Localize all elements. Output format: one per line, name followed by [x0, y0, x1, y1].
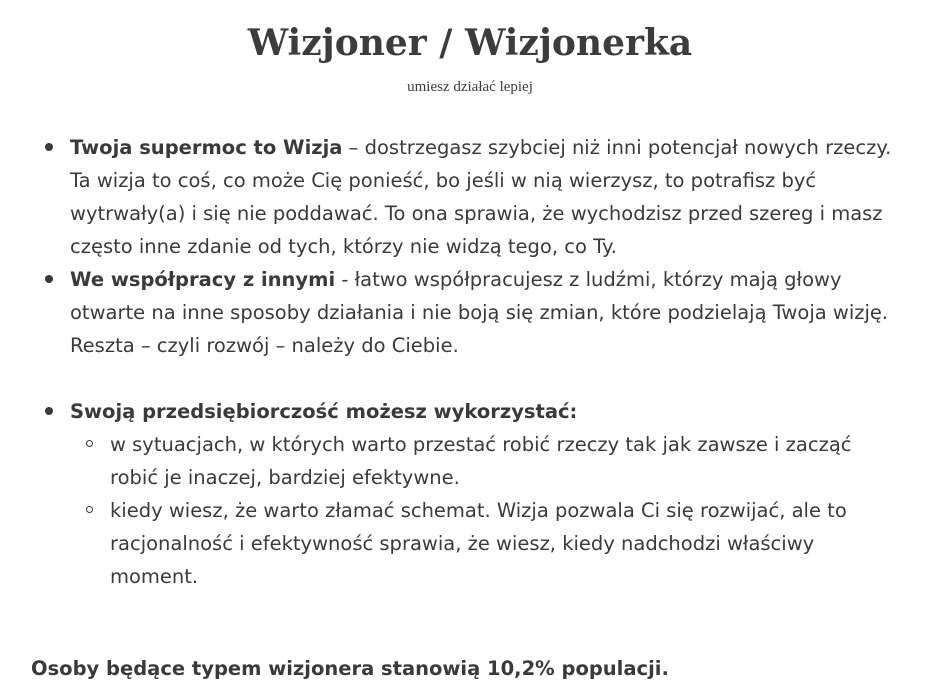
sub-bullet-list: [70, 428, 907, 593]
sub-list-item-text: kiedy wiesz, że warto złamać schemat. Wizja pozwala Ci się rozwijać, ale to racjonalność i efektywność sprawia, że wiesz, kiedy nadchodzi właściwy moment.: [110, 499, 847, 588]
list-item-heading: Twoja supermoc to Wizja: [70, 136, 343, 159]
main-content: [0, 131, 927, 593]
list-item-wspolpraca: [0, 263, 927, 362]
list-item-heading: Swoją przedsiębiorczość możesz wykorzystać:: [70, 400, 578, 423]
list-item-supermoc: [0, 131, 927, 263]
list-item-text: - łatwo współpracujesz z ludźmi, którzy mają głowy otwarte na inne sposoby działania i nie boją się zmian, które podzielają Twoja wizję. Reszta – czyli rozwój – należy do Ciebie.: [70, 268, 889, 357]
sub-list-item: [70, 428, 907, 494]
page-subtitle: umiesz działać lepiej: [407, 79, 533, 95]
bullet-circle-icon: [86, 506, 93, 513]
bullet-dot-icon: [45, 407, 53, 415]
sub-list-item: [70, 494, 907, 593]
list-item-heading: We współpracy z innymi: [70, 268, 336, 291]
list-item-text: – dostrzegasz szybciej niż inni potencjał nowych rzeczy. Ta wizja to coś, co może Cię ponieść, bo jeśli w nią wierzysz, to potrafisz być wytrwały(a) i się nie poddawać. To ona sprawia, że wychodzisz przed szereg i masz często inne zdanie od tych, którzy nie widzą tego, co Ty.: [70, 136, 892, 258]
population-note: Osoby będące typem wizjonera stanowią 10,2% populacji.: [31, 657, 669, 680]
list-item-przedsiebiorczosc: [0, 395, 927, 593]
bullet-circle-icon: [86, 440, 93, 447]
bullet-dot-icon: [45, 143, 53, 151]
sub-list-item-text: w sytuacjach, w których warto przestać robić rzeczy tak jak zawsze i zacząć robić je inaczej, bardziej efektywne.: [110, 433, 852, 489]
page-title: Wizjoner / Wizjonerka: [247, 22, 693, 64]
bullet-list: [0, 131, 927, 593]
bullet-dot-icon: [45, 275, 53, 283]
